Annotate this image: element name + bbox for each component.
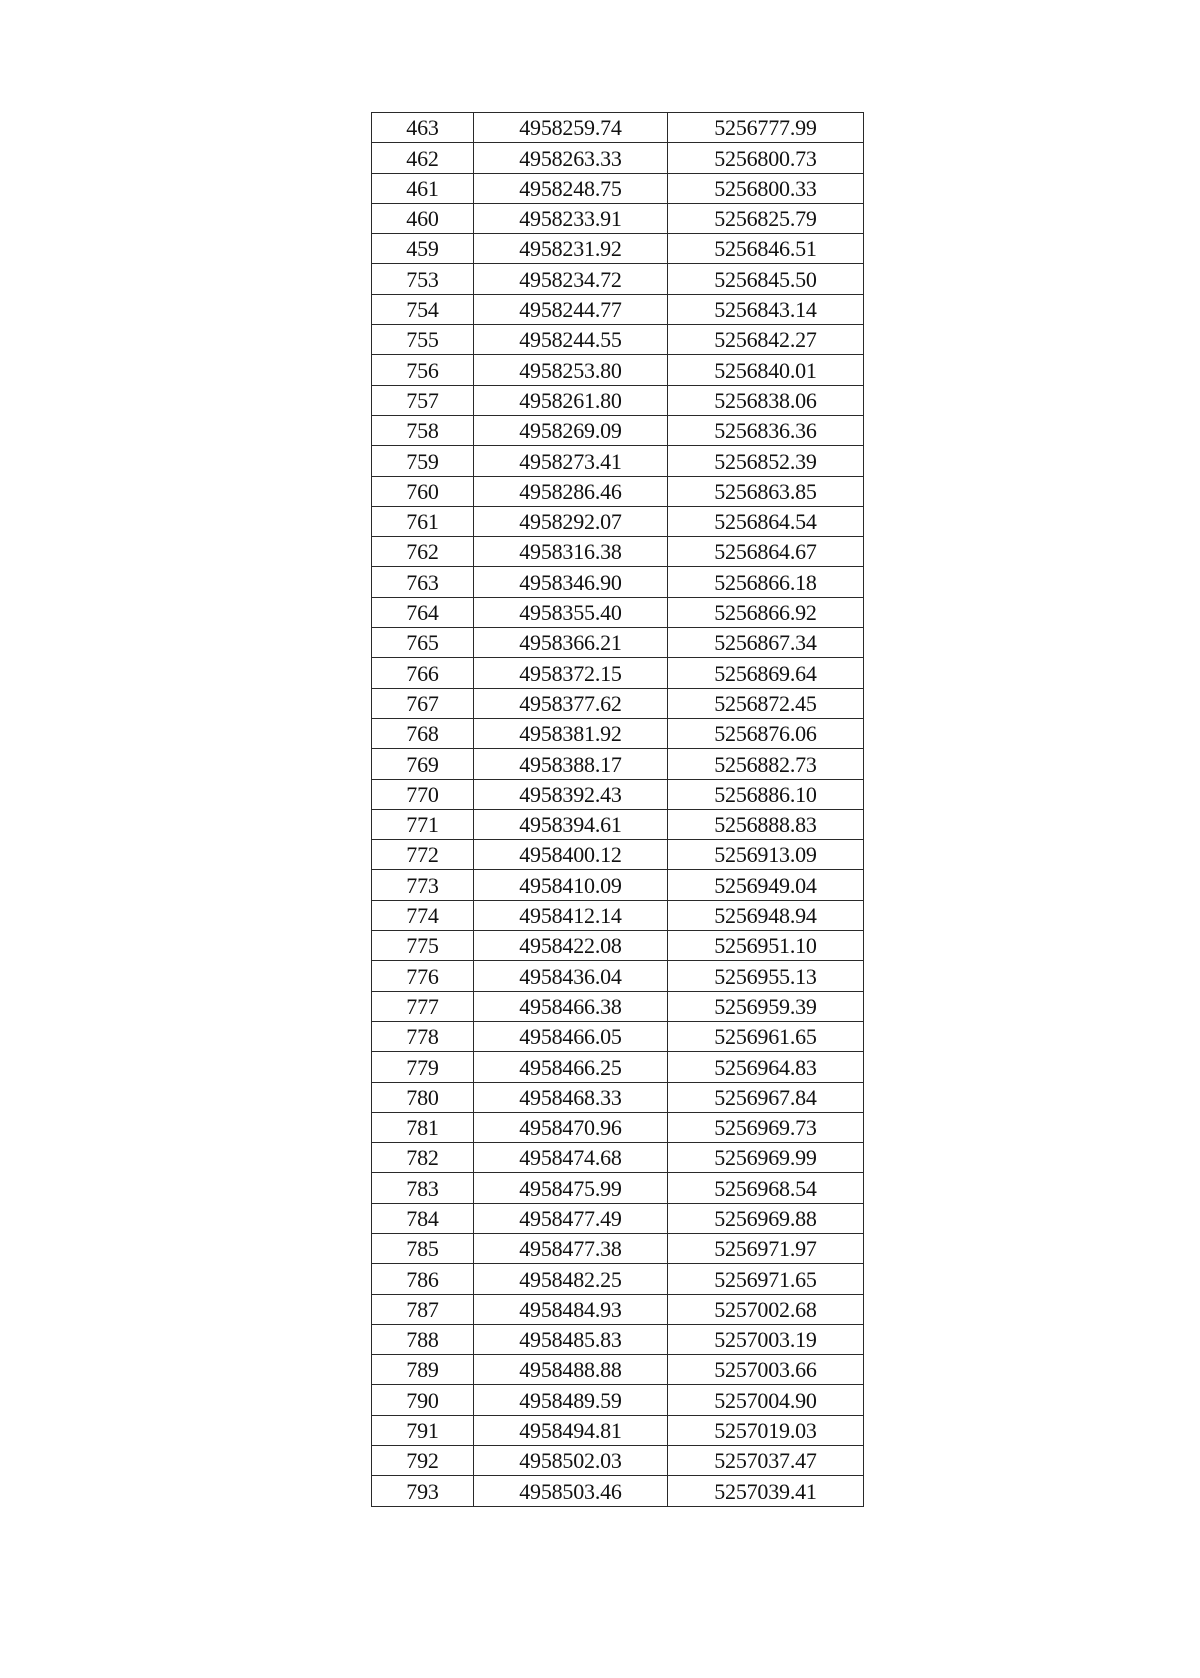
point-number-cell: 753 [372, 264, 474, 294]
x-coordinate-cell: 4958286.46 [474, 476, 668, 506]
table-row [372, 870, 864, 900]
point-number-cell: 754 [372, 294, 474, 324]
point-number-cell: 777 [372, 991, 474, 1021]
x-coordinate-cell: 4958474.68 [474, 1143, 668, 1173]
x-coordinate-cell: 4958488.88 [474, 1355, 668, 1385]
y-coordinate-cell: 5256843.14 [668, 294, 864, 324]
point-number-cell: 790 [372, 1385, 474, 1415]
point-number-cell: 774 [372, 900, 474, 930]
point-number-cell: 771 [372, 809, 474, 839]
x-coordinate-cell: 4958234.72 [474, 264, 668, 294]
table-row [372, 1476, 864, 1506]
x-coordinate-cell: 4958470.96 [474, 1112, 668, 1142]
y-coordinate-cell: 5257037.47 [668, 1446, 864, 1476]
point-number-cell: 766 [372, 658, 474, 688]
x-coordinate-cell: 4958494.81 [474, 1415, 668, 1445]
x-coordinate-cell: 4958269.09 [474, 415, 668, 445]
point-number-cell: 757 [372, 385, 474, 415]
table-row [372, 1021, 864, 1051]
point-number-cell: 765 [372, 628, 474, 658]
y-coordinate-cell: 5256869.64 [668, 658, 864, 688]
table-row [372, 325, 864, 355]
y-coordinate-cell: 5256777.99 [668, 113, 864, 143]
point-number-cell: 792 [372, 1446, 474, 1476]
y-coordinate-cell: 5256867.34 [668, 628, 864, 658]
y-coordinate-cell: 5256845.50 [668, 264, 864, 294]
x-coordinate-cell: 4958372.15 [474, 658, 668, 688]
table-row [372, 1415, 864, 1445]
point-number-cell: 773 [372, 870, 474, 900]
point-number-cell: 783 [372, 1173, 474, 1203]
table-row [372, 113, 864, 143]
x-coordinate-cell: 4958489.59 [474, 1385, 668, 1415]
table-row [372, 1143, 864, 1173]
x-coordinate-cell: 4958477.38 [474, 1233, 668, 1263]
x-coordinate-cell: 4958259.74 [474, 113, 668, 143]
y-coordinate-cell: 5257019.03 [668, 1415, 864, 1445]
y-coordinate-cell: 5256969.88 [668, 1203, 864, 1233]
point-number-cell: 763 [372, 567, 474, 597]
coordinates-table-body [372, 113, 864, 1507]
x-coordinate-cell: 4958422.08 [474, 931, 668, 961]
y-coordinate-cell: 5256961.65 [668, 1021, 864, 1051]
x-coordinate-cell: 4958400.12 [474, 840, 668, 870]
x-coordinate-cell: 4958485.83 [474, 1324, 668, 1354]
y-coordinate-cell: 5256948.94 [668, 900, 864, 930]
y-coordinate-cell: 5256968.54 [668, 1173, 864, 1203]
table-row [372, 1052, 864, 1082]
table-row [372, 1082, 864, 1112]
point-number-cell: 764 [372, 597, 474, 627]
y-coordinate-cell: 5256800.73 [668, 143, 864, 173]
table-row [372, 628, 864, 658]
x-coordinate-cell: 4958502.03 [474, 1446, 668, 1476]
x-coordinate-cell: 4958292.07 [474, 506, 668, 536]
x-coordinate-cell: 4958466.38 [474, 991, 668, 1021]
x-coordinate-cell: 4958466.05 [474, 1021, 668, 1051]
y-coordinate-cell: 5257039.41 [668, 1476, 864, 1506]
table-row [372, 1203, 864, 1233]
y-coordinate-cell: 5256825.79 [668, 203, 864, 233]
y-coordinate-cell: 5256886.10 [668, 779, 864, 809]
y-coordinate-cell: 5256864.67 [668, 537, 864, 567]
point-number-cell: 762 [372, 537, 474, 567]
point-number-cell: 780 [372, 1082, 474, 1112]
point-number-cell: 772 [372, 840, 474, 870]
table-row [372, 840, 864, 870]
point-number-cell: 462 [372, 143, 474, 173]
y-coordinate-cell: 5256969.73 [668, 1112, 864, 1142]
y-coordinate-cell: 5256949.04 [668, 870, 864, 900]
y-coordinate-cell: 5256836.36 [668, 415, 864, 445]
x-coordinate-cell: 4958316.38 [474, 537, 668, 567]
table-row [372, 1112, 864, 1142]
y-coordinate-cell: 5256971.97 [668, 1233, 864, 1263]
point-number-cell: 758 [372, 415, 474, 445]
table-row [372, 1446, 864, 1476]
y-coordinate-cell: 5256866.92 [668, 597, 864, 627]
point-number-cell: 759 [372, 446, 474, 476]
point-number-cell: 791 [372, 1415, 474, 1445]
x-coordinate-cell: 4958475.99 [474, 1173, 668, 1203]
table-row [372, 809, 864, 839]
y-coordinate-cell: 5256882.73 [668, 749, 864, 779]
y-coordinate-cell: 5256969.99 [668, 1143, 864, 1173]
y-coordinate-cell: 5256967.84 [668, 1082, 864, 1112]
point-number-cell: 782 [372, 1143, 474, 1173]
point-number-cell: 756 [372, 355, 474, 385]
x-coordinate-cell: 4958346.90 [474, 567, 668, 597]
table-row [372, 537, 864, 567]
y-coordinate-cell: 5256959.39 [668, 991, 864, 1021]
x-coordinate-cell: 4958503.46 [474, 1476, 668, 1506]
y-coordinate-cell: 5256964.83 [668, 1052, 864, 1082]
point-number-cell: 776 [372, 961, 474, 991]
point-number-cell: 761 [372, 506, 474, 536]
table-row [372, 688, 864, 718]
y-coordinate-cell: 5257003.66 [668, 1355, 864, 1385]
y-coordinate-cell: 5256842.27 [668, 325, 864, 355]
point-number-cell: 787 [372, 1294, 474, 1324]
table-row [372, 597, 864, 627]
table-row [372, 991, 864, 1021]
table-row [372, 1173, 864, 1203]
point-number-cell: 770 [372, 779, 474, 809]
y-coordinate-cell: 5256866.18 [668, 567, 864, 597]
x-coordinate-cell: 4958355.40 [474, 597, 668, 627]
point-number-cell: 459 [372, 234, 474, 264]
table-row [372, 506, 864, 536]
point-number-cell: 461 [372, 173, 474, 203]
x-coordinate-cell: 4958381.92 [474, 718, 668, 748]
y-coordinate-cell: 5256913.09 [668, 840, 864, 870]
point-number-cell: 779 [372, 1052, 474, 1082]
x-coordinate-cell: 4958466.25 [474, 1052, 668, 1082]
x-coordinate-cell: 4958392.43 [474, 779, 668, 809]
x-coordinate-cell: 4958253.80 [474, 355, 668, 385]
table-row [372, 173, 864, 203]
point-number-cell: 768 [372, 718, 474, 748]
y-coordinate-cell: 5256864.54 [668, 506, 864, 536]
point-number-cell: 775 [372, 931, 474, 961]
point-number-cell: 789 [372, 1355, 474, 1385]
x-coordinate-cell: 4958248.75 [474, 173, 668, 203]
x-coordinate-cell: 4958231.92 [474, 234, 668, 264]
table-row [372, 264, 864, 294]
table-row [372, 415, 864, 445]
table-row [372, 1294, 864, 1324]
point-number-cell: 767 [372, 688, 474, 718]
x-coordinate-cell: 4958233.91 [474, 203, 668, 233]
x-coordinate-cell: 4958412.14 [474, 900, 668, 930]
table-row [372, 931, 864, 961]
table-row [372, 900, 864, 930]
table-row [372, 1264, 864, 1294]
table-row [372, 446, 864, 476]
point-number-cell: 755 [372, 325, 474, 355]
point-number-cell: 781 [372, 1112, 474, 1142]
point-number-cell: 788 [372, 1324, 474, 1354]
point-number-cell: 769 [372, 749, 474, 779]
table-row [372, 779, 864, 809]
x-coordinate-cell: 4958273.41 [474, 446, 668, 476]
x-coordinate-cell: 4958477.49 [474, 1203, 668, 1233]
x-coordinate-cell: 4958468.33 [474, 1082, 668, 1112]
x-coordinate-cell: 4958377.62 [474, 688, 668, 718]
y-coordinate-cell: 5256852.39 [668, 446, 864, 476]
table-row [372, 658, 864, 688]
table-row [372, 355, 864, 385]
coordinates-table [371, 112, 864, 1507]
x-coordinate-cell: 4958263.33 [474, 143, 668, 173]
point-number-cell: 460 [372, 203, 474, 233]
y-coordinate-cell: 5256838.06 [668, 385, 864, 415]
x-coordinate-cell: 4958482.25 [474, 1264, 668, 1294]
point-number-cell: 778 [372, 1021, 474, 1051]
y-coordinate-cell: 5256951.10 [668, 931, 864, 961]
y-coordinate-cell: 5256863.85 [668, 476, 864, 506]
table-row [372, 961, 864, 991]
table-row [372, 1233, 864, 1263]
y-coordinate-cell: 5257004.90 [668, 1385, 864, 1415]
y-coordinate-cell: 5256840.01 [668, 355, 864, 385]
y-coordinate-cell: 5256846.51 [668, 234, 864, 264]
table-row [372, 1324, 864, 1354]
y-coordinate-cell: 5257002.68 [668, 1294, 864, 1324]
y-coordinate-cell: 5256888.83 [668, 809, 864, 839]
table-row [372, 1355, 864, 1385]
table-row [372, 234, 864, 264]
y-coordinate-cell: 5256955.13 [668, 961, 864, 991]
table-row [372, 749, 864, 779]
point-number-cell: 785 [372, 1233, 474, 1263]
point-number-cell: 793 [372, 1476, 474, 1506]
y-coordinate-cell: 5256876.06 [668, 718, 864, 748]
x-coordinate-cell: 4958244.77 [474, 294, 668, 324]
x-coordinate-cell: 4958436.04 [474, 961, 668, 991]
y-coordinate-cell: 5256872.45 [668, 688, 864, 718]
x-coordinate-cell: 4958484.93 [474, 1294, 668, 1324]
table-row [372, 718, 864, 748]
x-coordinate-cell: 4958261.80 [474, 385, 668, 415]
x-coordinate-cell: 4958366.21 [474, 628, 668, 658]
point-number-cell: 786 [372, 1264, 474, 1294]
x-coordinate-cell: 4958394.61 [474, 809, 668, 839]
table-row [372, 1385, 864, 1415]
x-coordinate-cell: 4958410.09 [474, 870, 668, 900]
table-row [372, 567, 864, 597]
y-coordinate-cell: 5257003.19 [668, 1324, 864, 1354]
table-row [372, 203, 864, 233]
y-coordinate-cell: 5256971.65 [668, 1264, 864, 1294]
y-coordinate-cell: 5256800.33 [668, 173, 864, 203]
table-row [372, 294, 864, 324]
x-coordinate-cell: 4958244.55 [474, 325, 668, 355]
x-coordinate-cell: 4958388.17 [474, 749, 668, 779]
table-row [372, 143, 864, 173]
table-row [372, 385, 864, 415]
table-row [372, 476, 864, 506]
point-number-cell: 463 [372, 113, 474, 143]
point-number-cell: 760 [372, 476, 474, 506]
point-number-cell: 784 [372, 1203, 474, 1233]
